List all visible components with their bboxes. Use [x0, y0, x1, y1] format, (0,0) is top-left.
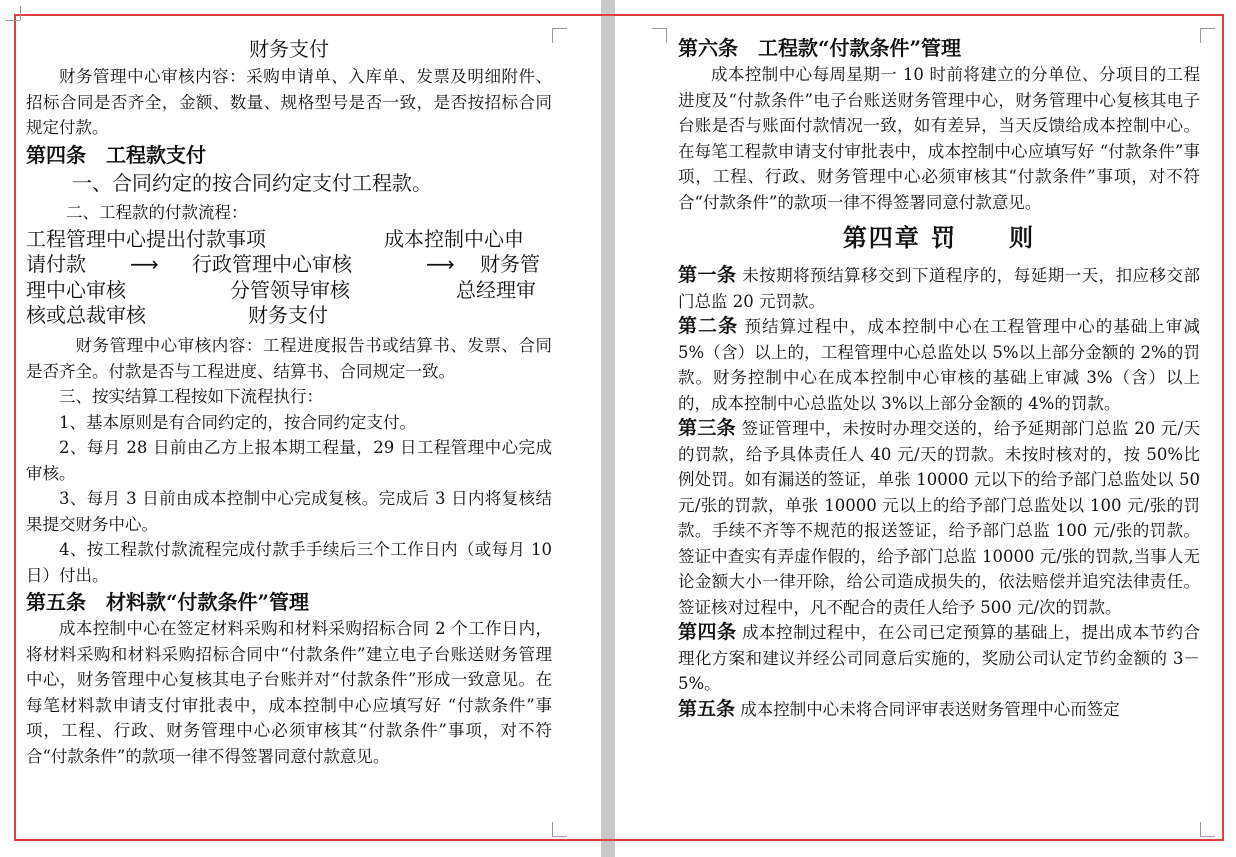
- flow-step-pay: 财务支付: [248, 303, 328, 327]
- review-paragraph: 财务管理中心审核内容：工程进度报告书或结算书、发票、合同是否齐全。付款是否与工程进度、结算书、合同规定一致。: [26, 336, 552, 381]
- flow-step-leader: 分管领导审核: [230, 278, 350, 302]
- penalty-article-2: [678, 314, 1200, 416]
- penalty-article-4: [678, 620, 1200, 697]
- chapter-4-title: 第四章 罚 则: [842, 223, 1036, 252]
- article-4-heading: 第四条 工程款支付: [26, 142, 206, 167]
- flow-step-gm: 总经理审: [456, 278, 536, 302]
- crop-mark: [6, 20, 20, 35]
- flow-step-ceo: 核或总裁审核: [26, 303, 146, 327]
- penalty-article-3: [678, 416, 1200, 620]
- crop-mark: [652, 28, 667, 43]
- flow-step-engineering: 工程管理中心提出付款事项: [26, 227, 266, 251]
- flow-arrow: ⟶: [426, 252, 455, 276]
- flow-step-request: 请付款: [26, 252, 86, 276]
- article-6-body: 成本控制中心每周星期一 10 时前将建立的分单位、分项目的工程进度及“付款条件”电子台账送财务管理中心，财务管理中心复核其电子台账是否与账面付款情况一致，如有差异，当天反馈给成本控制中心。在每笔工程款申请支付审批表中，成本控制中心应填写好 “付款条件”事项，工程、行政、财务管理中心必须审核其“付款条件”事项，对不符合“付款条件”的款项一律不得签署同意付款意见。: [678, 65, 1200, 212]
- penalty-article-1: [678, 263, 1200, 314]
- flow-arrow: ⟶: [130, 252, 159, 276]
- settlement-heading: 三、按实结算工程按如下流程执行：: [59, 387, 323, 406]
- settlement-step-3: 3、每月 3 日前由成本控制中心完成复核。完成后 3 日内将复核结果提交财务中心。: [26, 489, 552, 534]
- article-text: 未按期将预结算移交到下道程序的，每延期一天，扣应移交部门总监 20 元罚款。: [678, 266, 1201, 311]
- article-4-item-2: 二、工程款的付款流程：: [66, 202, 248, 222]
- section-title: 财务支付: [249, 37, 329, 61]
- article-label: 第五条: [678, 697, 736, 720]
- intro-paragraph: 财务管理中心审核内容：采购申请单、入库单、发票及明细附件、招标合同是否齐全，金额、数量、规格型号是否一致，是否按招标合同规定付款。: [26, 67, 552, 137]
- article-4-item-1: 一、合同约定的按合同约定支付工程款。: [72, 170, 432, 195]
- article-label: 第四条: [678, 621, 737, 643]
- settlement-step-1: 1、基本原则是有合同约定的，按合同约定支付。: [59, 412, 416, 432]
- article-label: 第三条: [678, 417, 736, 439]
- flow-step-finance-review: 理中心审核: [26, 278, 126, 302]
- article-label: 第二条: [678, 315, 739, 337]
- article-text: 签证管理中，未按时办理交送的，给予延期部门总监 20 元/天的罚款，给予具体责任人 40 元/天的罚款。未按时核对的，按 50%比例处罚。如有漏送的签证，单张 10000 元以下的给予部门总监处以 50 元/张的罚款，单张 10000 元以上的给予部门总监处以 100 元/张的罚款。手续不齐等不规范的报送签证，给予部门总监 100 元/张的罚款。签证中查实有弄虚作假的，给予部门总监 10000 元/张的罚款,当事人无论金额大小一律开除，给公司造成损失的，依法赔偿并追究法律责任。签证核对过程中，凡不配合的责任人给予 500 元/次的罚款。: [678, 419, 1200, 617]
- article-text: 预结算过程中，成本控制中心在工程管理中心的基础上审减 5%（含）以上的，工程管理中心总监处以 5%以上部分金额的 2%的罚款。财务控制中心在成本控制中心审核的基础上审减 3%（含）以上的，成本控制中心总监处以 3%以上部分金额的 4%的罚款。: [678, 317, 1200, 413]
- right-page: [678, 34, 1200, 722]
- crop-mark: [552, 28, 567, 43]
- left-page: [26, 34, 552, 769]
- settlement-step-4: 4、按工程款付款流程完成付款手手续后三个工作日内（或每月 10 日）付出。: [26, 540, 552, 585]
- flow-step-admin: 行政管理中心审核: [192, 252, 352, 276]
- article-6-heading: 第六条 工程款“付款条件”管理: [678, 36, 962, 60]
- flow-step-finance: 财务管: [480, 252, 540, 276]
- article-text: 成本控制过程中，在公司已定预算的基础上，提出成本节约合理化方案和建议并经公司同意后实施的，奖励公司认定节约金额的 3－5%。: [678, 623, 1201, 693]
- flow-step-cost-control: 成本控制中心申: [384, 227, 524, 251]
- crop-mark: [552, 822, 567, 837]
- crop-mark: [20, 6, 35, 20]
- article-text: 成本控制中心未将合同评审表送财务管理中心而签定: [740, 699, 1120, 719]
- crop-mark: [1200, 822, 1215, 837]
- article-label: 第一条: [678, 264, 737, 286]
- article-5-body: 成本控制中心在签定材料采购和材料采购招标合同 2 个工作日内，将材料采购和材料采购招标合同中“付款条件”建立电子台账送财务管理中心，财务管理中心复核其电子台账并对“付款条件”形成一致意见。在每笔材料款申请支付审批表中，成本控制中心应填写好 “付款条件”事项，工程、行政、财务管理中心必须审核其“付款条件”事项，对不符合“付款条件”的款项一律不得签署同意付款意见。: [26, 619, 552, 766]
- penalty-article-5: [678, 697, 1200, 723]
- crop-mark: [1200, 28, 1215, 43]
- article-5-heading: 第五条 材料款“付款条件”管理: [26, 590, 310, 614]
- payment-flow: [26, 227, 552, 329]
- settlement-step-2: 2、每月 28 日前由乙方上报本期工程量，29 日工程管理中心完成审核。: [26, 438, 552, 483]
